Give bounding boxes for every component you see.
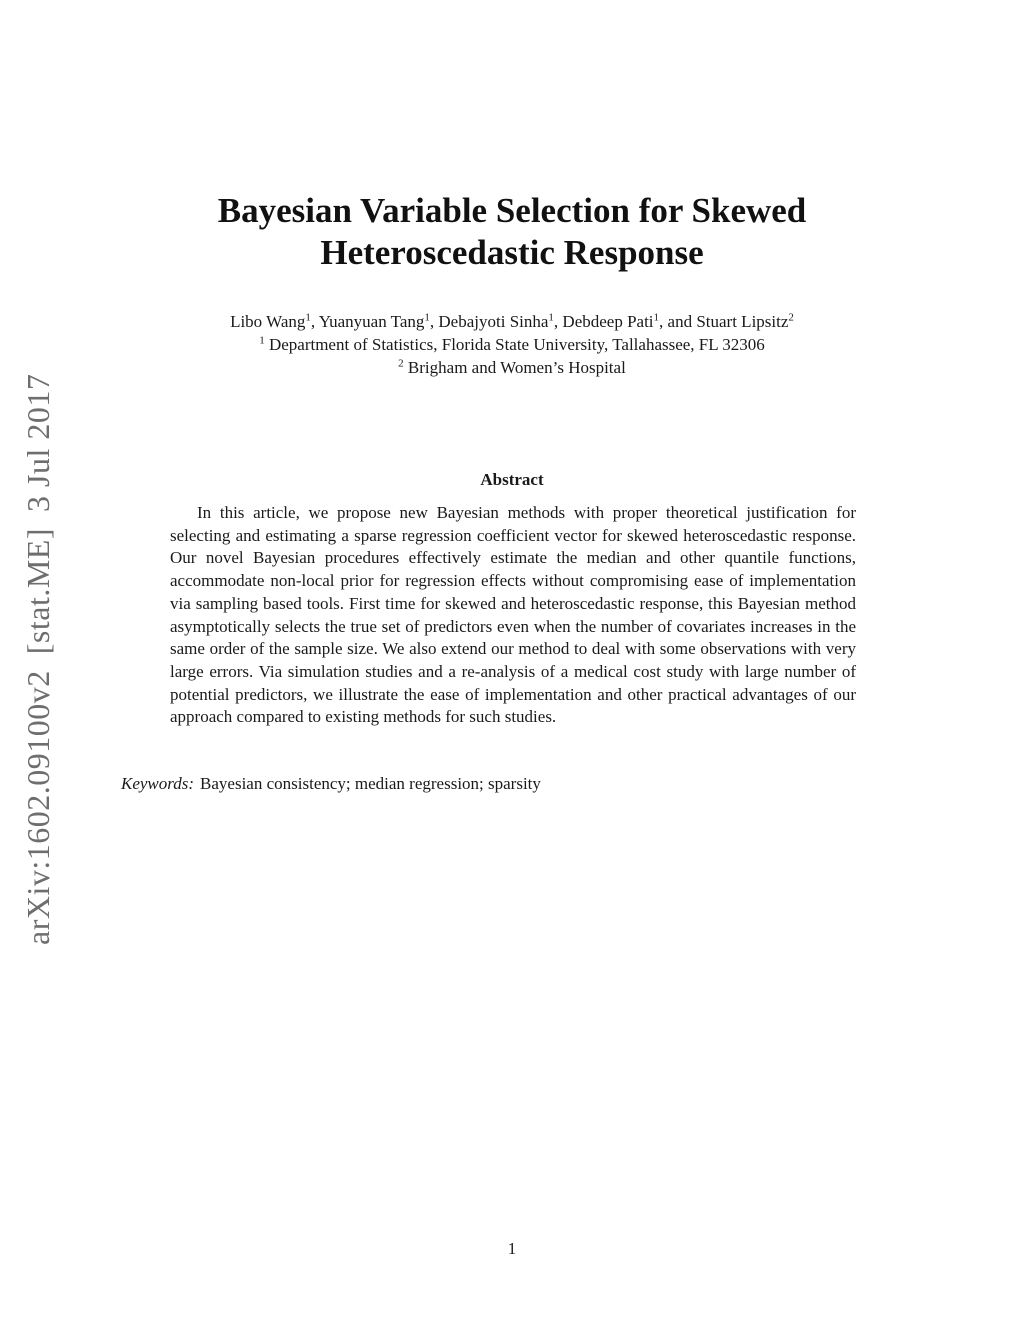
- author-block: [130, 310, 894, 379]
- author-name: Libo Wang: [230, 312, 306, 331]
- author-separator: ,: [553, 312, 563, 331]
- title-line-1: Bayesian Variable Selection for Skewed: [217, 191, 807, 230]
- paper-title: [150, 190, 874, 274]
- keywords-label: Keywords:: [121, 774, 195, 793]
- abstract-text: In this article, we propose new Bayesian methods with proper theoretical justification for selecting and estimating a sparse regression coefficient vector for skewed heteroscedastic response. Our novel Bayesian procedures effectively estimate the median and other quantile functions, accommodate non-local prior for regression effects without compromising ease of implementation via sampling based tools. First time for skewed and heteroscedastic response, this Bayesian method asymptotically selects the true set of predictors even when the number of covariates increases in the same order of the sample size. We also extend our method to deal with some observations with very large errors. Via simulation studies and a re-analysis of a medical cost study with large number of potential predictors, we illustrate the ease of implementation and other practical advantages of our approach compared to existing methods for such studies.: [170, 503, 856, 727]
- author-separator: ,: [429, 312, 439, 331]
- arxiv-identifier-stamp: [18, 365, 58, 945]
- author-separator: , and: [659, 312, 697, 331]
- abstract-heading: Abstract: [480, 470, 544, 489]
- arxiv-date: 3 Jul 2017: [20, 373, 56, 512]
- title-line-2: Heteroscedastic Response: [320, 233, 704, 272]
- author-name: Debajyoti Sinha: [438, 312, 549, 331]
- author-affiliation-mark: 1: [548, 311, 554, 324]
- author-affiliation-mark: 1: [653, 311, 660, 324]
- author-name: Debdeep Pati: [562, 312, 654, 331]
- affiliation-text: Brigham and Women’s Hospital: [407, 358, 626, 377]
- affiliation-text: Department of Statistics, Florida State University, Tallahassee, FL 32306: [268, 335, 765, 354]
- affiliation-mark: 1: [259, 334, 265, 347]
- author-list: [130, 310, 894, 333]
- author-affiliation-mark: 1: [305, 311, 311, 324]
- arxiv-id: arXiv:1602.09100v2: [20, 670, 56, 945]
- author-name: Yuanyuan Tang: [318, 312, 425, 331]
- affiliation-mark: 2: [398, 357, 404, 370]
- author-affiliation-mark: 1: [424, 311, 430, 324]
- affiliation-1: [130, 333, 894, 356]
- author-name: Stuart Lipsitz: [696, 312, 789, 331]
- author-separator: ,: [310, 312, 319, 331]
- keywords-text: Bayesian consistency; median regression; sparsity: [200, 774, 541, 793]
- page-number: 1: [507, 1239, 517, 1258]
- affiliation-2: [130, 356, 894, 379]
- keywords-line: [121, 772, 901, 796]
- arxiv-category: [stat.ME]: [20, 528, 56, 655]
- author-affiliation-mark: 2: [788, 311, 794, 324]
